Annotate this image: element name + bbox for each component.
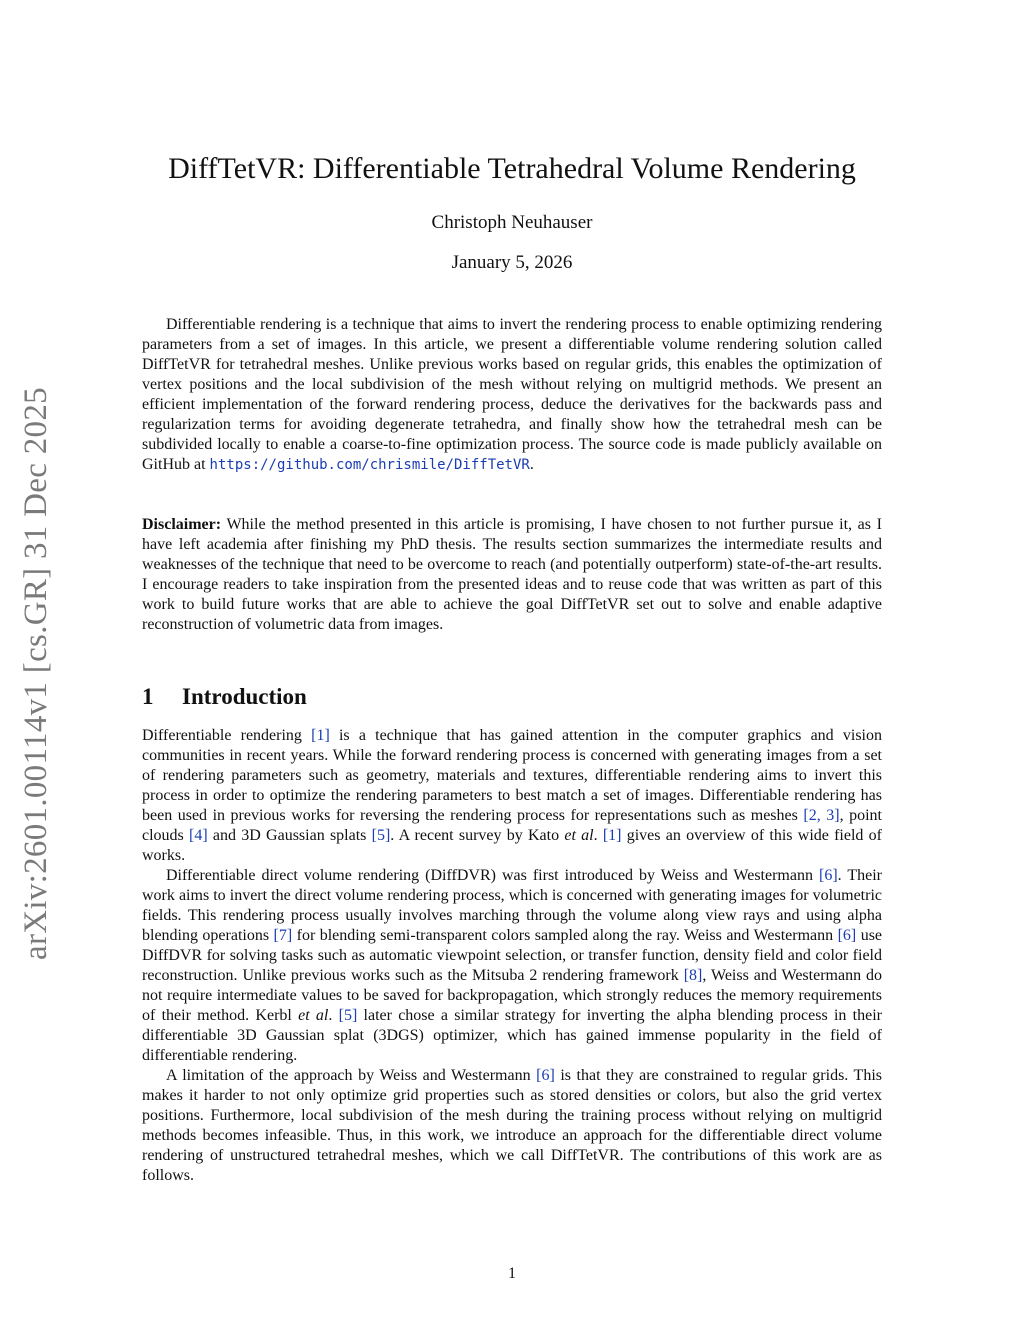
text-run: use DiffDVR for solving tasks such as automatic viewpoint selection, or transfer function, density field and color field reconstruction. Unlike previous works such as the Mitsuba 2 rendering framework — [142, 927, 883, 984]
text-run: . — [328, 1007, 339, 1024]
text-run: . Their work aims to invert the direct volume rendering process, which is concerned with generating images for volumetric fields. This rendering process usually involves marching through the volume along view rays and using alpha blending operations — [142, 867, 883, 944]
page-number: 1 — [508, 1265, 516, 1282]
introduction-body — [142, 726, 882, 1186]
author-name: Christoph Neuhauser — [431, 212, 593, 233]
text-run: . — [593, 827, 603, 844]
et-al: et al — [564, 827, 594, 844]
text-run: Differentiable direct volume rendering (DiffDVR) was first introduced by Weiss and Westermann — [166, 867, 819, 884]
text-run: and 3D Gaussian splats — [207, 827, 372, 844]
citation-link[interactable]: [6] — [837, 927, 857, 944]
citation-link[interactable]: [5] — [338, 1007, 358, 1024]
github-link[interactable]: https://github.com/chrismile/DiffTetVR — [209, 457, 530, 473]
text-run: for blending semi-transparent colors sampled along the ray. Weiss and Westermann — [292, 927, 838, 944]
paragraph-1 — [142, 726, 882, 866]
paragraph-3 — [142, 1066, 882, 1186]
citation-link[interactable]: [4] — [189, 827, 208, 844]
citation-link[interactable]: [2, 3] — [803, 807, 840, 824]
abstract — [142, 315, 882, 475]
citation-link[interactable]: [8] — [683, 967, 703, 984]
paper-title: DiffTetVR: Differentiable Tetrahedral Volume Rendering — [168, 152, 856, 185]
text-run: , point clouds — [142, 807, 882, 844]
disclaimer — [142, 515, 882, 635]
text-run: Differentiable rendering — [142, 727, 312, 744]
text-run: . A recent survey by Kato — [390, 827, 565, 844]
citation-link[interactable]: [5] — [371, 827, 391, 844]
text-run: later chose a similar strategy for inverting the alpha blending process in their differentiable 3D Gaussian splat (3DGS) optimizer, which has gained immense popularity in the field of differentiable rendering. — [142, 1007, 882, 1064]
disclaimer-text: While the method presented in this article is promising, I have chosen to not further pursue it, as I have left academia after finishing my PhD thesis. The results section summarizes the intermediate results and weaknesses of the technique that need to be overcome to reach (and potentially outperform) state-of-the-art results. I encourage readers to take inspiration from the presented ideas and to reuse code that was written as part of this work to build future works that are able to achieve the goal DiffTetVR set out to solve and enable adaptive reconstruction of volumetric data from images. — [142, 516, 882, 633]
disclaimer-label: Disclaimer: — [142, 516, 222, 533]
text-run: gives an overview of this wide field of works. — [142, 827, 882, 864]
citation-link[interactable]: [6] — [818, 867, 838, 884]
et-al: et al — [298, 1007, 329, 1024]
abstract-text: Differentiable rendering is a technique that aims to invert the rendering process to enable optimizing rendering parameters from a set of images. In this article, we present a differentiable volume rendering solution called DiffTetVR for tetrahedral meshes. Unlike previous works based on regular grids, this enables the optimization of vertex positions and the local subdivision of the mesh without relying on multigrid methods. We present an efficient implementation of the forward rendering process, deduce the derivatives for the backwards pass and regularization terms for avoiding degenerate tetrahedra, and finally show how the tetrahedral mesh can be subdivided locally to enable a coarse-to-fine optimization process. The source code is made publicly available on GitHub at — [142, 316, 882, 473]
citation-link[interactable]: [6] — [536, 1067, 555, 1084]
text-run: A limitation of the approach by Weiss and Westermann — [166, 1067, 537, 1084]
paragraph-2 — [142, 866, 882, 1066]
section-number: 1 — [142, 684, 154, 709]
section-title: Introduction — [182, 684, 307, 709]
citation-link[interactable]: [1] — [311, 727, 330, 744]
text-run: , Weiss and Westermann do not require intermediate values to be saved for backpropagation, which strongly reduces the memory requirements of their method. Kerbl — [142, 967, 883, 1024]
section-heading-introduction — [142, 684, 307, 710]
arxiv-identifier-stamp: arXiv:2601.00114v1 [cs.GR] 31 Dec 2025 — [18, 387, 54, 960]
publication-date: January 5, 2026 — [451, 252, 573, 273]
text-run: is a technique that has gained attention in the computer graphics and vision communities in recent years. While the forward rendering process is concerned with generating images from a set of rendering parameters such as geometry, materials and textures, differentiable rendering aims to invert this process in order to optimize the rendering parameters to best match a set of images. Differentiable rendering has been used in previous works for reversing the rendering process for representations such as meshes — [142, 727, 882, 824]
abstract-end: . — [529, 456, 534, 473]
citation-link[interactable]: [1] — [602, 827, 622, 844]
text-run: is that they are constrained to regular grids. This makes it harder to not only optimize grid properties such as stored densities or colors, but also the grid vertex positions. Furthermore, local subdivision of the mesh during the training process without relying on multigrid methods becomes infeasible. Thus, in this work, we introduce an approach for the differentiable direct volume rendering of unstructured tetrahedral meshes, which we call DiffTetVR. The contributions of this work are as follows. — [142, 1067, 882, 1184]
citation-link[interactable]: [7] — [273, 927, 293, 944]
